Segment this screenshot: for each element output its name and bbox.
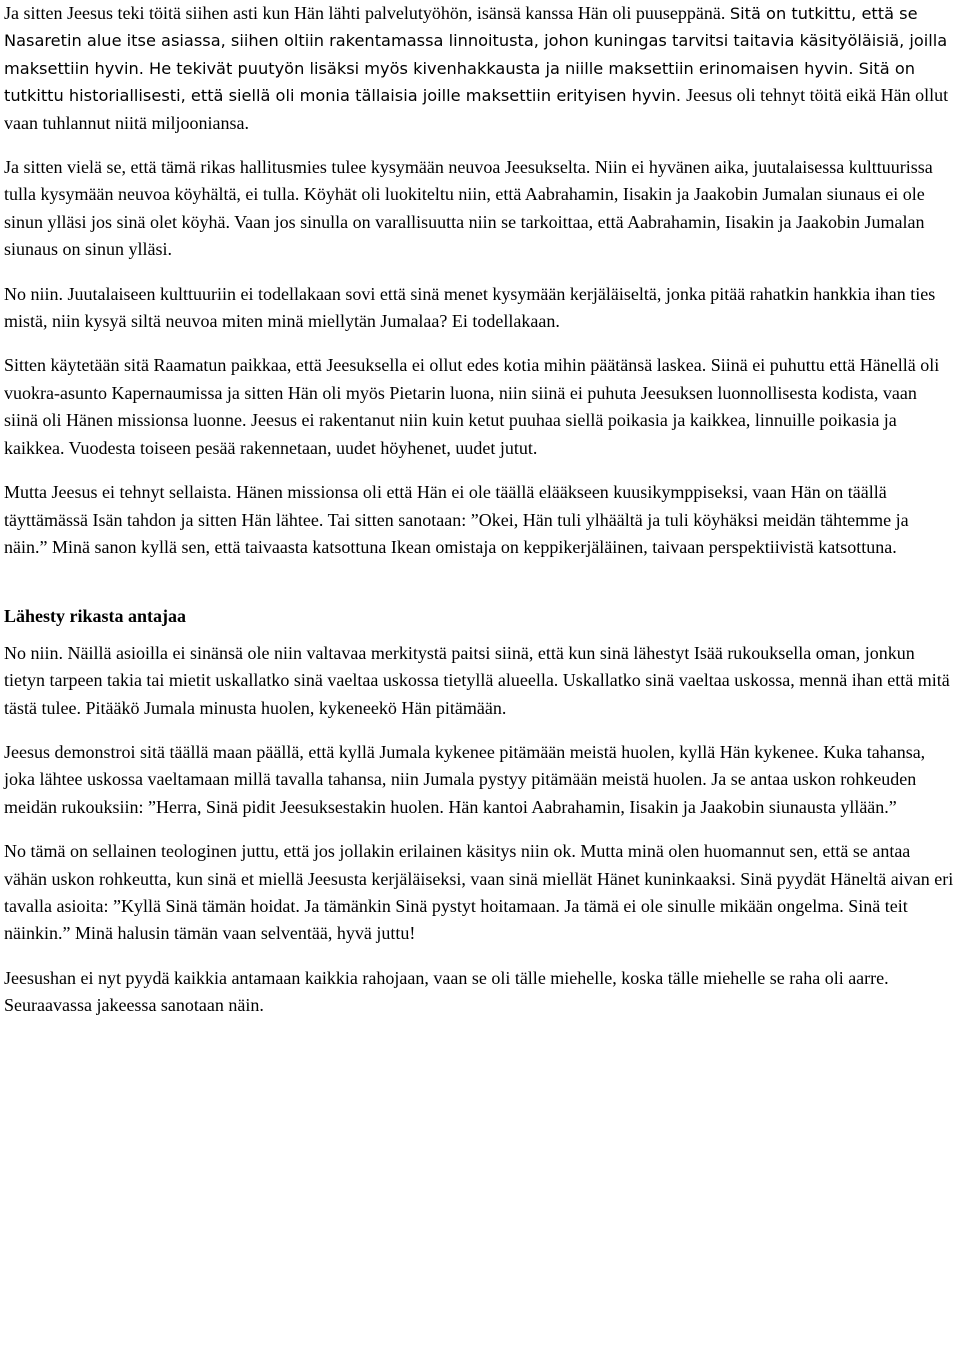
paragraph-1 [4, 0, 954, 137]
paragraph-6: No niin. Näillä asioilla ei sinänsä ole niin valtavaa merkitystä paitsi siinä, että kun sinä lähestyt Isää rukouksella oman, jonkun tietyn tarpeen takia tai mietit uskallatko sinä vaeltaa uskossa tietyllä alueella. Uskallatko sinä vaeltaa uskossa, mennä ihan että mitä tästä tulee. Pitääkö Jumala minusta huolen, kykeneekö Hän pitämään. [4, 642, 950, 718]
paragraph-7: Jeesus demonstroi sitä täällä maan päällä, että kyllä Jumala kykenee pitämään meistä huolen, kyllä Hän kykenee. Kuka tahansa, joka lähtee uskossa vaeltamaan millä tavalla tahansa, niin Jumala pystyy pitämään meistä huolen. Ja se antaa uskon rohkeuden meidän rukouksiin: ”Herra, Sinä pidit Jeesuksestakin huolen. Hän kantoi Aabrahamin, Iisakin ja Jaakobin siunausta yllään.” [4, 741, 926, 817]
paragraph-1-part-3: Jeesus oli tehnyt töitä eikä Hän ollut vaan tuhlannut niitä miljooniansa. [4, 85, 949, 133]
paragraph-4: Sitten käytetään sitä Raamatun paikkaa, että Jeesuksella ei ollut edes kotia mihin päätänsä laskea. Siinä ei puhuttu että Hänellä oli vuokra-asunto Kapernaumissa ja sitten Hän oli myös Pietarin luona, niin siinä ei puhuta Jeesuksen luonnollisesta kodista, vaan siinä oli Hänen missionsa luonne. Jeesus ei rakentanut niin kuin ketut puuhaa siellä poikasia ja kaikkea, linnuille poikasia ja kaikkea. Vuodesta toiseen pesää rakennetaan, uudet höyhenet, uudet jutut. [4, 355, 940, 458]
document-page [4, 0, 954, 1037]
paragraph-5: Mutta Jeesus ei tehnyt sellaista. Hänen missionsa oli että Hän ei ole täällä elääkseen kuusikymppiseksi, vaan Hän on täällä täyttämässä Isän tahdon ja sitten Hän lähtee. Tai sitten sanotaan: ”Okei, Hän tuli ylhäältä ja tuli köyhäksi meidän tähtemme ja näin.” Minä sanon kyllä sen, että taivaasta katsottuna Ikean omistaja on keppikerjäläinen, taivaan perspektiivistä katsottuna. [4, 482, 909, 557]
paragraph-9: Jeesushan ei nyt pyydä kaikkia antamaan kaikkia rahojaan, vaan se oli tälle miehelle, koska tälle miehelle se raha oli aarre. Seuraavassa jakeessa sanotaan näin. [4, 967, 889, 1016]
section-heading: Lähesty rikasta antajaa [4, 606, 187, 627]
paragraph-1-part-2: Sitä on tutkittu, että se Nasaretin alue itse asiassa, siihen oltiin rakentamassa linnoitusta, johon kuningas tarvitsi taitavia käsityöläisiä, joilla maksettiin hyvin. He tekivät puutyön lisäksi myös kivenhakkausta ja niille maksettiin erinomaisen hyvin. Sitä on tutkittu historiallisesti, että siellä oli monia tällaisia joille maksettiin erityisen hyvin. [4, 4, 948, 106]
paragraph-8: No tämä on sellainen teologinen juttu, että jos jollakin erilainen käsitys niin ok. Mutta minä olen huomannut sen, että se antaa vähän uskon rohkeutta, kun sinä et miellä Jeesusta kerjäläiseksi, vaan sinä miellät Hänet kuninkaaksi. Sinä pyydät Häneltä aivan eri tavalla asioita: ”Kyllä Sinä tämän hoidat. Ja tämänkin Sinä pystyt hoitamaan. Ja tämä ei ole sinulle mikään ongelma. Sinä teit näinkin.” Minä halusin tämän vaan selventää, hyvä juttu! [4, 841, 954, 944]
paragraph-3: No niin. Juutalaiseen kulttuuriin ei todellakaan sovi että sinä menet kysymään kerjäläiseltä, jonka pitää rahatkin hankkia ihan ties mistä, niin kysyä siltä neuvoa miten minä miellytän Jumalaa? Ei todellakaan. [4, 283, 936, 332]
paragraph-2: Ja sitten vielä se, että tämä rikas hallitusmies tulee kysymään neuvoa Jeesukselta. Niin ei hyvänen aika, juutalaisessa kulttuurissa tulla kysymään neuvoa köyhältä, ei tulla. Köyhät oli luokiteltu niin, että Aabrahamin, Iisakin ja Jaakobin Jumalan siunaus ei ole sinun ylläsi jos sinä olet köyhä. Vaan jos sinulla on varallisuutta niin se tarkoittaa, että Aabrahamin, Iisakin ja Jaakobin Jumalan siunaus on sinun ylläsi. [4, 157, 933, 260]
paragraph-1-part-1: Ja sitten Jeesus teki töitä siihen asti kun Hän lähti palvelutyöhön, isänsä kanssa Hän oli puuseppänä. [4, 3, 730, 23]
